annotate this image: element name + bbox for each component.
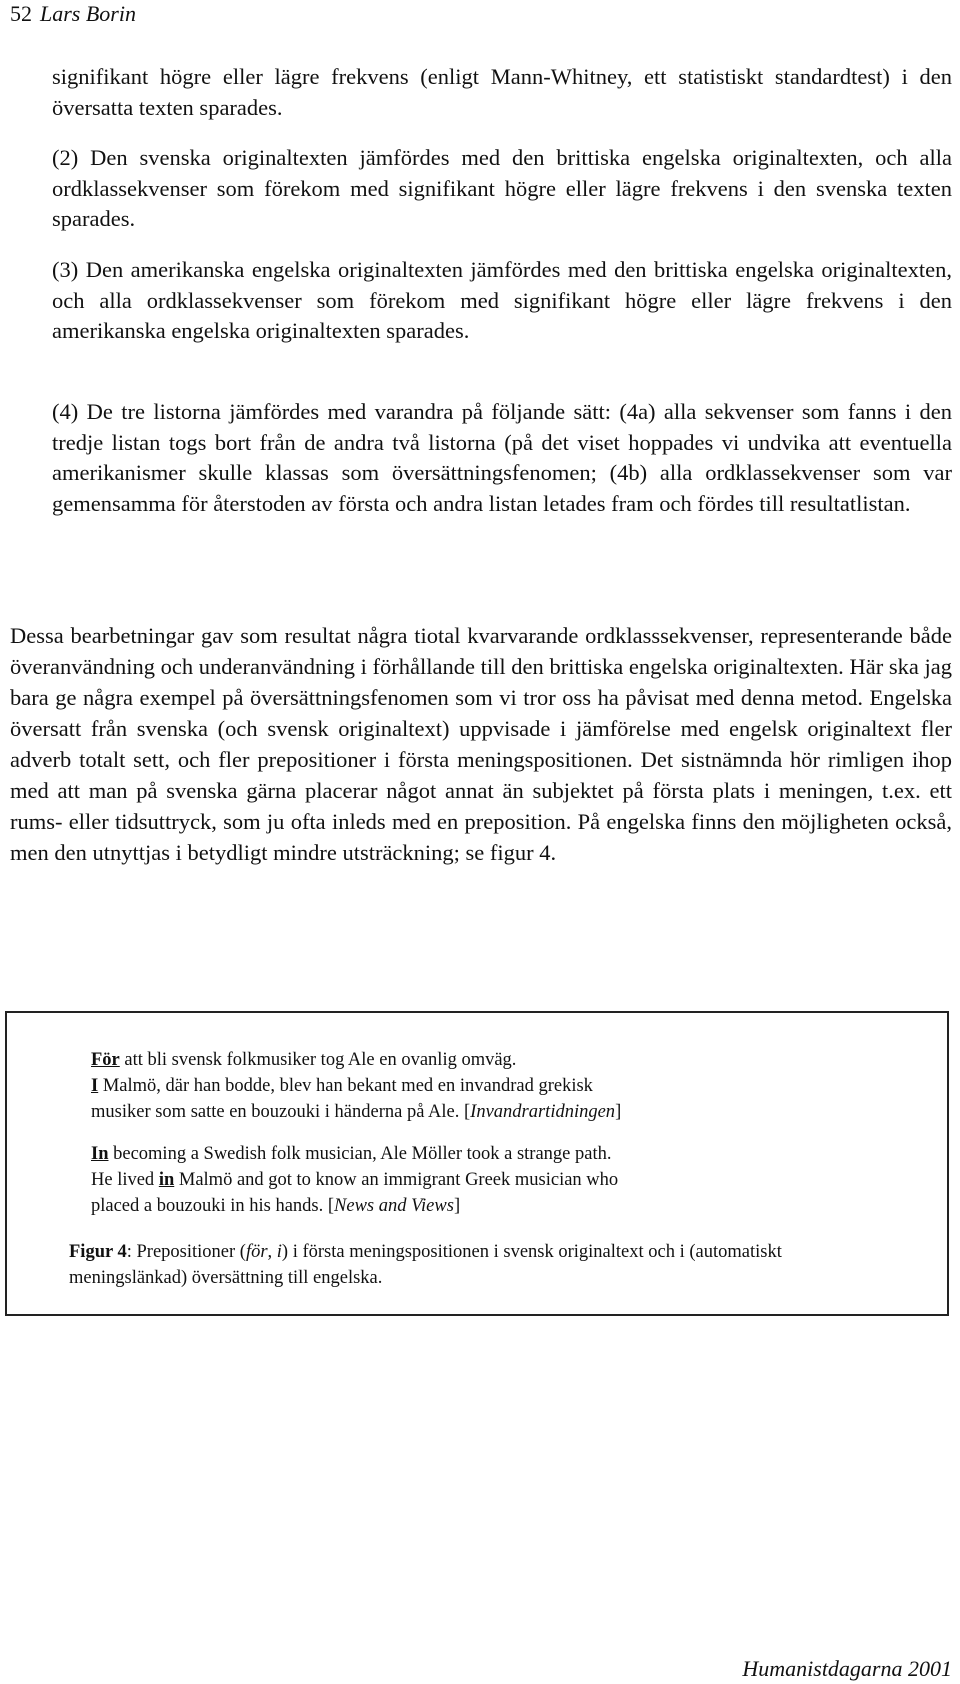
author-name: Lars Borin	[40, 1, 136, 26]
swedish-line-3: musiker som satte en bouzouki i händerna på Ale. [Invandrartidningen]	[91, 1102, 622, 1122]
english-line-1: In becoming a Swedish folk musician, Ale Möller took a strange path.	[91, 1144, 612, 1164]
source-citation: News and Views	[334, 1196, 454, 1216]
source-citation: Invandrartidningen	[470, 1102, 616, 1122]
swedish-line-2: I Malmö, där han bodde, blev han bekant med en invandrad grekisk	[91, 1076, 593, 1096]
figure-label: Figur 4	[69, 1242, 127, 1262]
page-header	[10, 0, 136, 28]
english-example	[91, 1141, 811, 1219]
preposition-highlight: in	[158, 1170, 175, 1190]
preposition-highlight: För	[91, 1050, 120, 1070]
preposition-highlight: In	[91, 1144, 109, 1164]
swedish-line-1: För att bli svensk folkmusiker tog Ale en ovanlig omväg.	[91, 1050, 517, 1070]
page-number: 52	[10, 1, 32, 26]
step-4-paragraph: (4) De tre listorna jämfördes med varandra på följande sätt: (4a) alla sekvenser som fanns i den tredje listan togs bort från de andra två listorna (på det viset hoppades vi undvika att eventuella amerikanismer skulle klassas som översättningsfenomen; (4b) alla ordklassekvenser som var gemensamma för återstoden av första och andra listan letades fram och fördes till resultatlistan.	[52, 399, 952, 516]
swedish-example	[91, 1047, 811, 1125]
preposition-highlight: I	[91, 1076, 99, 1096]
body-paragraph: Dessa bearbetningar gav som resultat några tiotal kvarvarande ordklasssekvenser, representerande både överanvändning och underanvändning i förhållande till den brittiska engelska originaltexten. Här ska jag bara ge några exempel på översättningsfenomen som vi tror oss ha påvisat med denna metod. Engelska översatt från svenska (och svensk originaltext) uppvisade i jämförelse med engelsk originaltext fler adverb totalt sett, och fler prepositioner i första meningspositionen. Det sistnämnda hör rimligen ihop med att man på svenska gärna placerar något annat än subjektet på första plats i meningen, t.ex. ett rums- eller tidsuttryck, som ju ofta inleds med en preposition. På engelska finns den möjligheten också, men den utnyttjas i betydligt mindre utsträckning; se figur 4.	[10, 623, 952, 865]
english-line-2: He lived in Malmö and got to know an immigrant Greek musician who	[91, 1170, 619, 1190]
figure-4-box	[5, 1011, 949, 1316]
figure-caption: Figur 4: Prepositioner (för, i) i första meningspositionen i svensk originaltext och i (automatiskt meningslänkad) översättning till engelska.	[69, 1242, 782, 1288]
step-continuation: signifikant högre eller lägre frekvens (enligt Mann-Whitney, ett statistiskt standardtest) i den översatta texten sparades.	[52, 64, 952, 120]
step-2-paragraph: (2) Den svenska originaltexten jämfördes med den brittiska engelska originaltexten, och alla ordklassekvenser som förekom med signifikant högre eller lägre frekvens i den svenska texten sparades.	[52, 145, 952, 231]
english-line-3: placed a bouzouki in his hands. [News and Views]	[91, 1196, 461, 1216]
page-footer: Humanistdagarna 2001	[742, 1656, 952, 1681]
step-3-paragraph: (3) Den amerikanska engelska originaltexten jämfördes med den brittiska engelska originaltexten, och alla ordklassekvenser som förekom med signifikant högre eller lägre frekvens i den amerikanska engelska originaltexten sparades.	[52, 257, 952, 343]
